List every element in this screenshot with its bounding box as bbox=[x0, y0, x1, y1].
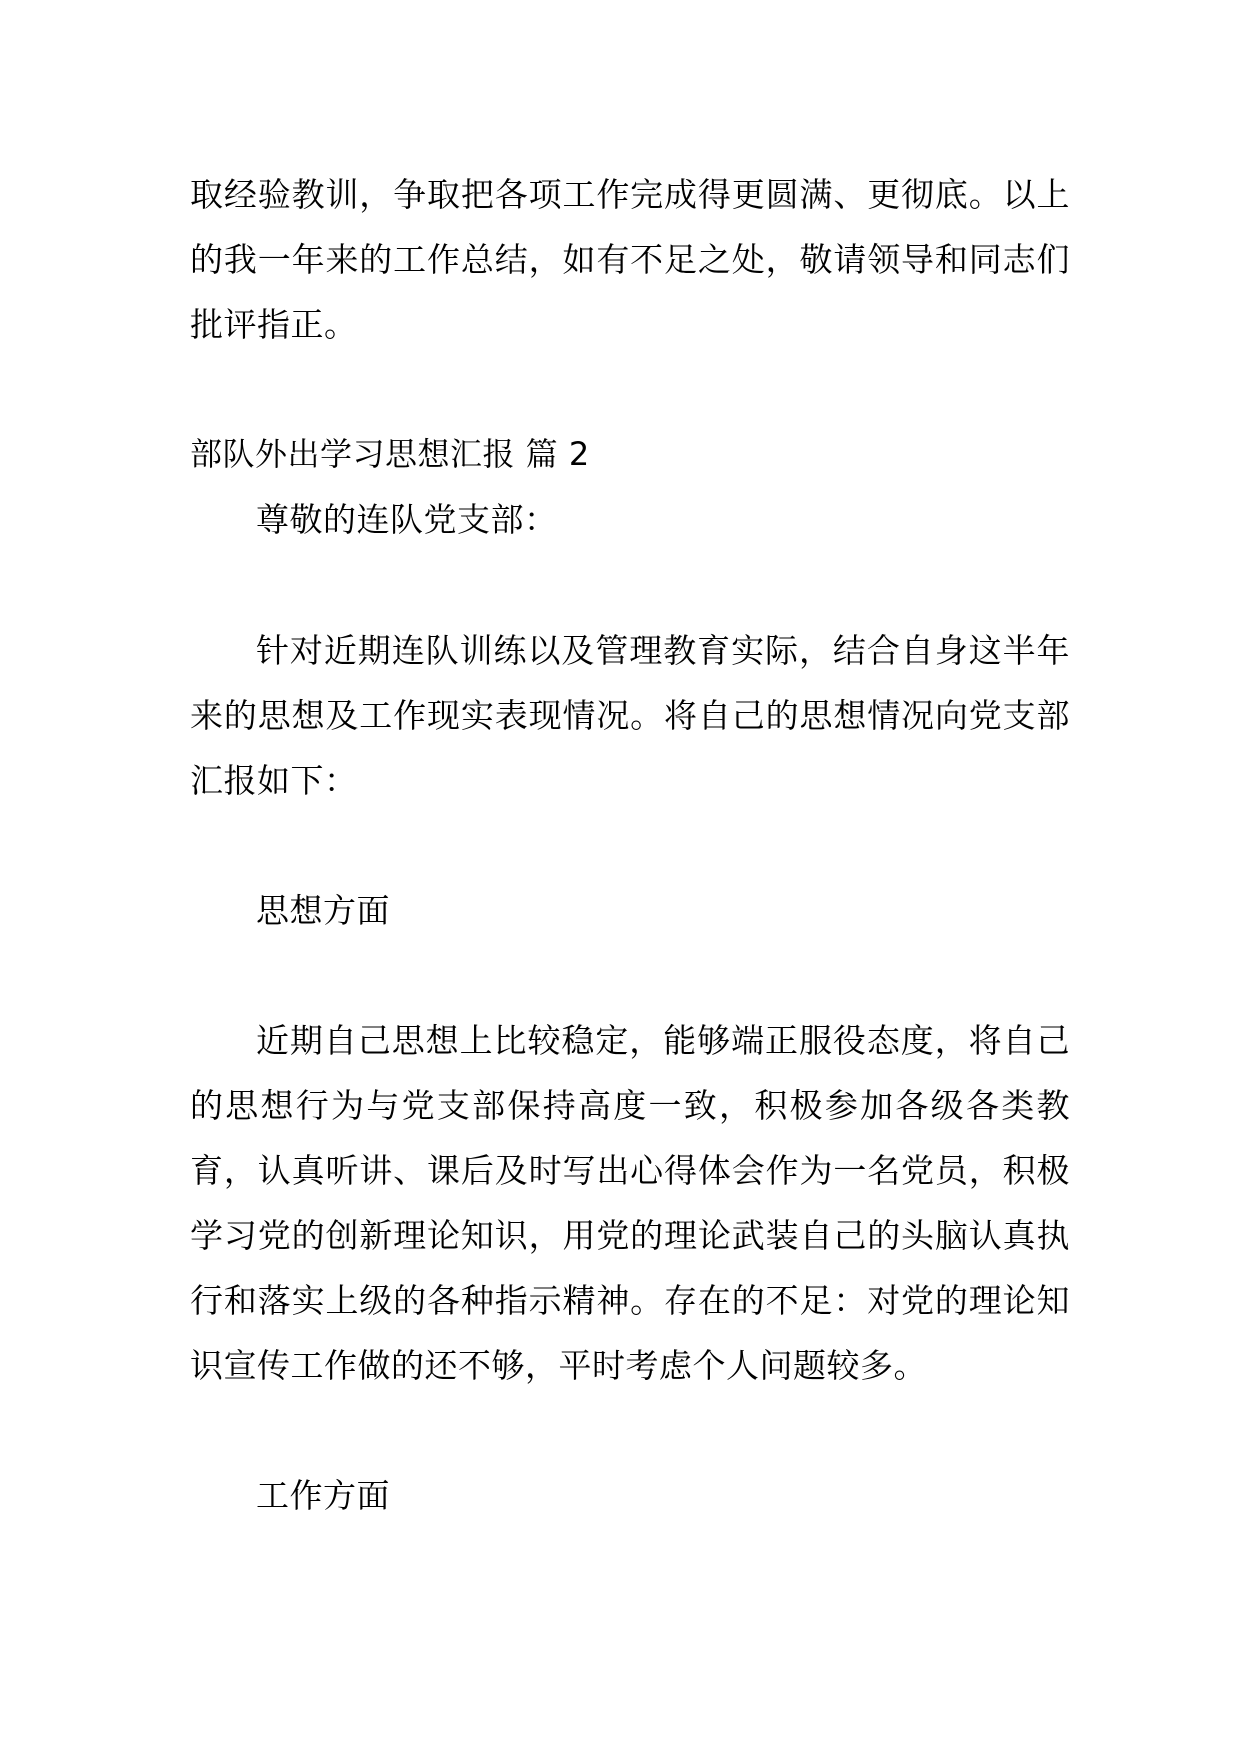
paragraph-intro: 针对近期连队训练以及管理教育实际，结合自身这半年来的思想及工作现实表现情况。将自己的思想情况向党支部汇报如下： bbox=[190, 631, 1070, 800]
document-body bbox=[190, 162, 1070, 1528]
paragraph-spacer bbox=[190, 357, 1070, 422]
paragraph-thought: 近期自己思想上比较稳定，能够端正服役态度，将自己的思想行为与党支部保持高度一致，积极参加各级各类教育，认真听讲、课后及时写出心得体会作为一名党员，积极学习党的创新理论知识，用党的理论武装自己的头脑认真执行和落实上级的各种指示精神。存在的不足：对党的理论知识宣传工作做的还不够，平时考虑个人问题较多。 bbox=[190, 1021, 1070, 1385]
paragraph-conclusion: 取经验教训，争取把各项工作完成得更圆满、更彻底。以上的我一年来的工作总结，如有不足之处，敬请领导和同志们批评指正。 bbox=[190, 175, 1070, 344]
paragraph-spacer bbox=[190, 1398, 1070, 1463]
heading-thought: 思想方面 bbox=[256, 891, 390, 930]
paragraph-spacer bbox=[190, 813, 1070, 878]
heading-work: 工作方面 bbox=[256, 1476, 390, 1515]
salutation: 尊敬的连队党支部： bbox=[256, 500, 558, 539]
paragraph-spacer bbox=[190, 943, 1070, 1008]
paragraph-spacer bbox=[190, 552, 1070, 618]
section-title: 部队外出学习思想汇报 篇 2 bbox=[190, 435, 590, 473]
